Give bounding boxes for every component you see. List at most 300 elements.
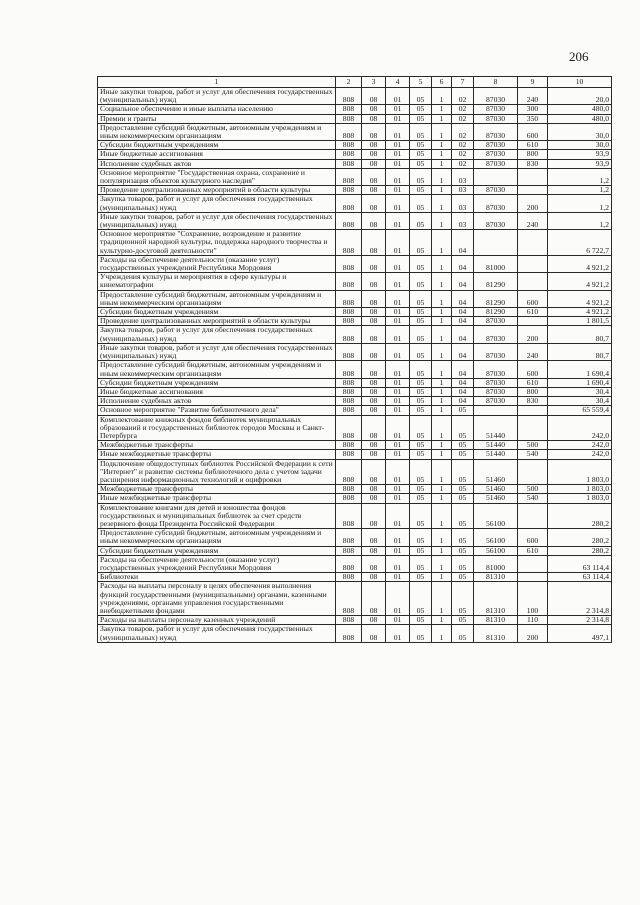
table-row [98, 114, 612, 123]
code-cell: 05 [410, 186, 432, 195]
code-cell: 610 [518, 378, 548, 387]
code-cell: 04 [452, 317, 474, 326]
code-cell: 56100 [474, 529, 518, 546]
code-cell: 200 [518, 326, 548, 343]
code-cell: 808 [336, 326, 362, 343]
code-cell: 808 [336, 88, 362, 105]
table-row [98, 450, 612, 459]
code-cell: 808 [336, 378, 362, 387]
code-cell: 01 [386, 582, 410, 616]
code-cell: 1 [432, 529, 452, 546]
code-cell: 08 [362, 326, 386, 343]
amount-cell: 2 314,8 [548, 616, 612, 625]
code-cell: 05 [410, 503, 432, 529]
code-cell: 808 [336, 159, 362, 168]
code-cell: 04 [452, 361, 474, 378]
budget-table [97, 76, 612, 643]
row-name-cell: Исполнение судебных актов [98, 397, 336, 406]
code-cell: 800 [518, 387, 548, 396]
code-cell: 1 [432, 255, 452, 272]
code-cell: 808 [336, 255, 362, 272]
code-cell: 01 [386, 105, 410, 114]
row-name-cell: Проведение централизованных мероприятий в области культуры [98, 186, 336, 195]
code-cell: 05 [410, 485, 432, 494]
code-cell: 808 [336, 459, 362, 485]
row-name-cell: Библиотеки [98, 573, 336, 582]
code-cell: 808 [336, 195, 362, 212]
amount-cell: 497,1 [548, 625, 612, 642]
row-name-cell: Межбюджетные трансферты [98, 441, 336, 450]
code-cell: 808 [336, 290, 362, 307]
code-cell: 87030 [474, 123, 518, 140]
code-cell: 350 [518, 114, 548, 123]
code-cell: 610 [518, 308, 548, 317]
row-name-cell: Закупка товаров, работ и услуг для обеспечения государственных (муниципальных) нужд [98, 625, 336, 642]
code-cell: 808 [336, 141, 362, 150]
code-cell: 808 [336, 114, 362, 123]
row-name-cell: Закупка товаров, работ и услуг для обеспечения государственных (муниципальных) нужд [98, 195, 336, 212]
code-cell: 03 [452, 212, 474, 229]
row-name-cell: Субсидии бюджетным учреждениям [98, 378, 336, 387]
code-cell: 05 [452, 406, 474, 415]
code-cell: 830 [518, 159, 548, 168]
code-cell: 05 [410, 625, 432, 642]
code-cell: 81310 [474, 573, 518, 582]
code-cell: 1 [432, 159, 452, 168]
code-cell: 08 [362, 494, 386, 503]
code-cell: 300 [518, 105, 548, 114]
code-cell: 05 [410, 450, 432, 459]
code-cell: 05 [410, 555, 432, 572]
amount-cell: 242,0 [548, 415, 612, 441]
table-row [98, 573, 612, 582]
code-cell [518, 555, 548, 572]
code-cell: 1 [432, 415, 452, 441]
amount-cell: 242,0 [548, 450, 612, 459]
table-row [98, 361, 612, 378]
code-cell [518, 406, 548, 415]
code-cell: 05 [452, 625, 474, 642]
code-cell: 05 [410, 159, 432, 168]
row-name-cell: Иные бюджетные ассигнования [98, 150, 336, 159]
code-cell: 808 [336, 529, 362, 546]
code-cell: 05 [410, 141, 432, 150]
code-cell: 02 [452, 141, 474, 150]
code-cell: 110 [518, 616, 548, 625]
code-cell: 808 [336, 555, 362, 572]
code-cell: 05 [452, 503, 474, 529]
code-cell: 05 [452, 573, 474, 582]
code-cell: 08 [362, 255, 386, 272]
code-cell: 1 [432, 441, 452, 450]
column-header: 5 [410, 77, 432, 88]
code-cell: 1 [432, 195, 452, 212]
code-cell: 1 [432, 503, 452, 529]
code-cell: 808 [336, 361, 362, 378]
row-name-cell: Премии и гранты [98, 114, 336, 123]
code-cell: 200 [518, 195, 548, 212]
row-name-cell: Субсидии бюджетным учреждениям [98, 308, 336, 317]
code-cell: 08 [362, 168, 386, 185]
code-cell: 500 [518, 485, 548, 494]
table-row [98, 397, 612, 406]
amount-cell: 80,7 [548, 326, 612, 343]
code-cell: 1 [432, 406, 452, 415]
table-row [98, 88, 612, 105]
code-cell: 01 [386, 88, 410, 105]
code-cell: 87030 [474, 343, 518, 360]
code-cell: 05 [410, 573, 432, 582]
code-cell: 04 [452, 397, 474, 406]
code-cell: 04 [452, 290, 474, 307]
code-cell: 830 [518, 397, 548, 406]
code-cell: 05 [410, 343, 432, 360]
code-cell: 05 [410, 230, 432, 256]
code-cell: 05 [410, 406, 432, 415]
code-cell: 08 [362, 546, 386, 555]
code-cell: 02 [452, 159, 474, 168]
code-cell: 81290 [474, 290, 518, 307]
code-cell: 05 [410, 212, 432, 229]
code-cell: 02 [452, 105, 474, 114]
code-cell: 1 [432, 273, 452, 290]
code-cell: 08 [362, 485, 386, 494]
code-cell: 05 [410, 397, 432, 406]
table-row [98, 485, 612, 494]
code-cell: 02 [452, 114, 474, 123]
amount-cell: 1 803,0 [548, 459, 612, 485]
code-cell: 01 [386, 343, 410, 360]
code-cell: 02 [452, 123, 474, 140]
code-cell: 08 [362, 441, 386, 450]
code-cell: 1 [432, 123, 452, 140]
code-cell: 1 [432, 625, 452, 642]
code-cell: 05 [410, 255, 432, 272]
code-cell: 808 [336, 441, 362, 450]
row-name-cell: Субсидии бюджетным учреждениям [98, 546, 336, 555]
code-cell: 808 [336, 573, 362, 582]
code-cell: 04 [452, 230, 474, 256]
table-row [98, 582, 612, 616]
code-cell: 87030 [474, 195, 518, 212]
row-name-cell: Комплектование книжных фондов библиотек муниципальных образований и государственных библиотек городов Москвы и Санкт-Петербурга [98, 415, 336, 441]
code-cell: 1 [432, 88, 452, 105]
row-name-cell: Проведение централизованных мероприятий в области культуры [98, 317, 336, 326]
amount-cell: 4 921,2 [548, 255, 612, 272]
code-cell: 05 [410, 616, 432, 625]
code-cell: 1 [432, 114, 452, 123]
code-cell: 04 [452, 326, 474, 343]
code-cell: 04 [452, 378, 474, 387]
row-name-cell: Расходы на выплаты персоналу в целях обеспечения выполнения функций государственными (муниципальными) органами, казенными учреждениями, органами управления государственными внебюджетными фондами [98, 582, 336, 616]
code-cell [474, 168, 518, 185]
code-cell: 500 [518, 441, 548, 450]
table-row [98, 195, 612, 212]
table-row [98, 415, 612, 441]
code-cell: 87030 [474, 114, 518, 123]
code-cell: 01 [386, 441, 410, 450]
code-cell: 1 [432, 168, 452, 185]
code-cell: 808 [336, 186, 362, 195]
amount-cell: 30,4 [548, 397, 612, 406]
code-cell: 81310 [474, 625, 518, 642]
column-header: 3 [362, 77, 386, 88]
table-row [98, 546, 612, 555]
amount-cell: 80,7 [548, 343, 612, 360]
code-cell: 81310 [474, 616, 518, 625]
code-cell [518, 230, 548, 256]
code-cell: 05 [410, 326, 432, 343]
code-cell: 05 [410, 317, 432, 326]
table-header-row [98, 77, 612, 88]
amount-cell: 480,0 [548, 114, 612, 123]
code-cell: 05 [452, 415, 474, 441]
code-cell: 540 [518, 494, 548, 503]
table-row [98, 387, 612, 396]
code-cell: 01 [386, 230, 410, 256]
code-cell: 808 [336, 387, 362, 396]
code-cell: 87030 [474, 212, 518, 229]
code-cell: 08 [362, 503, 386, 529]
code-cell: 01 [386, 159, 410, 168]
code-cell: 01 [386, 186, 410, 195]
code-cell: 1 [432, 186, 452, 195]
code-cell: 01 [386, 546, 410, 555]
code-cell: 08 [362, 114, 386, 123]
amount-cell: 1,2 [548, 168, 612, 185]
code-cell: 1 [432, 343, 452, 360]
code-cell: 08 [362, 459, 386, 485]
code-cell: 1 [432, 378, 452, 387]
code-cell: 808 [336, 212, 362, 229]
code-cell: 540 [518, 450, 548, 459]
amount-cell: 4 921,2 [548, 308, 612, 317]
code-cell: 05 [410, 88, 432, 105]
code-cell: 808 [336, 343, 362, 360]
code-cell: 01 [386, 616, 410, 625]
code-cell: 1 [432, 290, 452, 307]
code-cell: 01 [386, 123, 410, 140]
code-cell: 808 [336, 105, 362, 114]
code-cell: 01 [386, 290, 410, 307]
code-cell: 808 [336, 308, 362, 317]
amount-cell: 93,9 [548, 150, 612, 159]
code-cell: 01 [386, 529, 410, 546]
code-cell: 05 [410, 168, 432, 185]
code-cell: 04 [452, 343, 474, 360]
code-cell: 1 [432, 105, 452, 114]
amount-cell: 1 801,5 [548, 317, 612, 326]
table-row [98, 317, 612, 326]
code-cell [518, 415, 548, 441]
code-cell: 51440 [474, 415, 518, 441]
table-row [98, 273, 612, 290]
code-cell: 05 [452, 485, 474, 494]
column-header: 9 [518, 77, 548, 88]
code-cell: 05 [452, 555, 474, 572]
code-cell: 05 [410, 273, 432, 290]
code-cell: 04 [452, 387, 474, 396]
code-cell: 08 [362, 273, 386, 290]
code-cell [518, 168, 548, 185]
code-cell: 01 [386, 141, 410, 150]
code-cell: 05 [410, 529, 432, 546]
amount-cell: 280,2 [548, 546, 612, 555]
code-cell: 87030 [474, 397, 518, 406]
code-cell: 808 [336, 582, 362, 616]
table-row [98, 529, 612, 546]
code-cell: 81000 [474, 255, 518, 272]
code-cell: 51460 [474, 494, 518, 503]
amount-cell: 1 690,4 [548, 378, 612, 387]
code-cell: 87030 [474, 159, 518, 168]
table-row [98, 105, 612, 114]
code-cell: 05 [410, 546, 432, 555]
code-cell: 1 [432, 308, 452, 317]
code-cell: 05 [410, 123, 432, 140]
column-header: 7 [452, 77, 474, 88]
code-cell: 808 [336, 150, 362, 159]
code-cell: 1 [432, 317, 452, 326]
amount-cell: 242,0 [548, 441, 612, 450]
code-cell: 08 [362, 186, 386, 195]
code-cell: 02 [452, 150, 474, 159]
code-cell: 05 [452, 582, 474, 616]
row-name-cell: Учреждения культуры и мероприятия в сфере культуры и кинематографии [98, 273, 336, 290]
amount-cell: 1,2 [548, 212, 612, 229]
table-row [98, 378, 612, 387]
code-cell: 03 [452, 195, 474, 212]
table-row [98, 255, 612, 272]
table-row [98, 308, 612, 317]
code-cell: 87030 [474, 105, 518, 114]
code-cell: 1 [432, 450, 452, 459]
code-cell: 56100 [474, 503, 518, 529]
code-cell: 808 [336, 616, 362, 625]
code-cell: 808 [336, 415, 362, 441]
code-cell: 08 [362, 378, 386, 387]
code-cell: 240 [518, 88, 548, 105]
row-name-cell: Иные закупки товаров, работ и услуг для обеспечения государственных (муниципальных) нужд [98, 343, 336, 360]
row-name-cell: Комплектование книгами для детей и юношества фондов государственных и муниципальных библиотек за счет средств резервного фонда Президента Российской Федерации [98, 503, 336, 529]
code-cell: 08 [362, 123, 386, 140]
code-cell: 08 [362, 317, 386, 326]
table-row [98, 616, 612, 625]
code-cell: 08 [362, 582, 386, 616]
code-cell: 1 [432, 616, 452, 625]
code-cell [518, 186, 548, 195]
code-cell: 51440 [474, 450, 518, 459]
code-cell: 1 [432, 582, 452, 616]
table-row [98, 441, 612, 450]
code-cell: 08 [362, 361, 386, 378]
column-header: 2 [336, 77, 362, 88]
amount-cell: 1 803,0 [548, 494, 612, 503]
code-cell: 01 [386, 273, 410, 290]
code-cell: 808 [336, 230, 362, 256]
code-cell: 08 [362, 616, 386, 625]
code-cell: 05 [410, 308, 432, 317]
code-cell [518, 317, 548, 326]
table-row [98, 186, 612, 195]
code-cell: 08 [362, 195, 386, 212]
row-name-cell: Субсидии бюджетным учреждениям [98, 141, 336, 150]
code-cell: 05 [410, 114, 432, 123]
code-cell: 04 [452, 255, 474, 272]
code-cell: 08 [362, 529, 386, 546]
code-cell: 01 [386, 114, 410, 123]
code-cell: 01 [386, 573, 410, 582]
table-row [98, 290, 612, 307]
code-cell: 05 [410, 378, 432, 387]
code-cell: 05 [410, 387, 432, 396]
code-cell: 08 [362, 141, 386, 150]
code-cell: 05 [410, 361, 432, 378]
amount-cell: 63 114,4 [548, 555, 612, 572]
code-cell: 1 [432, 361, 452, 378]
code-cell: 808 [336, 485, 362, 494]
code-cell: 51460 [474, 459, 518, 485]
row-name-cell: Расходы на выплаты персоналу казенных учреждений [98, 616, 336, 625]
code-cell: 08 [362, 573, 386, 582]
code-cell: 08 [362, 397, 386, 406]
row-name-cell: Предоставление субсидий бюджетным, автономным учреждениям и иным некоммерческим организациям [98, 361, 336, 378]
code-cell: 808 [336, 494, 362, 503]
code-cell: 808 [336, 123, 362, 140]
code-cell: 08 [362, 406, 386, 415]
code-cell: 05 [452, 494, 474, 503]
code-cell: 87030 [474, 326, 518, 343]
column-header: 8 [474, 77, 518, 88]
code-cell: 1 [432, 555, 452, 572]
row-name-cell: Иные бюджетные ассигнования [98, 387, 336, 396]
table-row [98, 326, 612, 343]
code-cell: 05 [452, 616, 474, 625]
amount-cell: 30,4 [548, 387, 612, 396]
amount-cell: 1,2 [548, 186, 612, 195]
column-header: 10 [548, 77, 612, 88]
code-cell: 81000 [474, 555, 518, 572]
code-cell: 808 [336, 503, 362, 529]
code-cell: 05 [410, 105, 432, 114]
row-name-cell: Исполнение судебных актов [98, 159, 336, 168]
code-cell: 01 [386, 503, 410, 529]
row-name-cell: Основное мероприятие "Государственная охрана, сохранение и популяризация объектов культурного наследия" [98, 168, 336, 185]
page-number: 206 [569, 49, 589, 64]
row-name-cell: Иные межбюджетные трансферты [98, 450, 336, 459]
table-row [98, 159, 612, 168]
code-cell [518, 573, 548, 582]
table-row [98, 141, 612, 150]
code-cell: 04 [452, 308, 474, 317]
code-cell: 05 [452, 529, 474, 546]
row-name-cell: Иные межбюджетные трансферты [98, 494, 336, 503]
code-cell [518, 273, 548, 290]
code-cell: 808 [336, 406, 362, 415]
code-cell: 01 [386, 625, 410, 642]
code-cell: 87030 [474, 88, 518, 105]
code-cell: 240 [518, 212, 548, 229]
code-cell: 05 [452, 450, 474, 459]
code-cell: 01 [386, 212, 410, 229]
code-cell: 05 [410, 582, 432, 616]
code-cell: 01 [386, 255, 410, 272]
code-cell: 1 [432, 212, 452, 229]
amount-cell: 1 803,0 [548, 485, 612, 494]
code-cell: 1 [432, 230, 452, 256]
row-name-cell: Расходы на обеспечение деятельности (оказание услуг) государственных учреждений Республики Мордовия [98, 255, 336, 272]
code-cell: 05 [410, 290, 432, 307]
